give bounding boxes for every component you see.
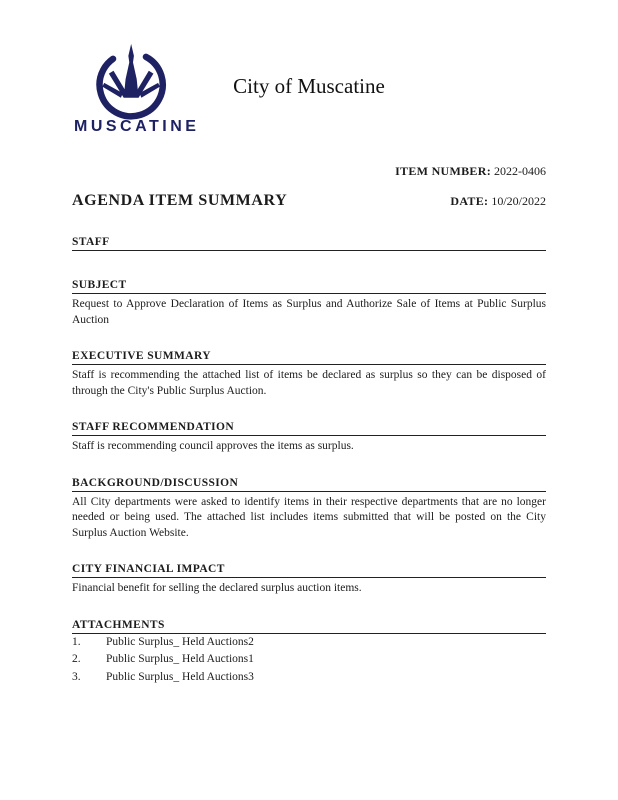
attachment-item: [72, 634, 546, 652]
section-staff: [72, 236, 546, 257]
attachment-title: Public Surplus_ Held Auctions2: [106, 635, 254, 648]
item-number-row: [72, 164, 546, 179]
section-attachments: [72, 619, 546, 687]
city-title: City of Muscatine: [233, 74, 385, 98]
section-heading: EXECUTIVE SUMMARY: [72, 350, 546, 365]
attachment-number: 2.: [72, 653, 81, 666]
attachment-number: 3.: [72, 671, 81, 684]
attachment-title: Public Surplus_ Held Auctions3: [106, 671, 254, 684]
section-body: Request to Approve Declaration of Items as Surplus and Authorize Sale of Items at Public Surplus Auction: [72, 298, 546, 326]
attachment-title: Public Surplus_ Held Auctions1: [106, 653, 254, 666]
item-number-label: ITEM NUMBER:: [395, 164, 491, 178]
date-label: DATE:: [450, 194, 489, 208]
section-heading: SUBJECT: [72, 279, 546, 294]
section-subject: [72, 279, 546, 328]
section-executive-summary: [72, 350, 546, 399]
section-heading: BACKGROUND/DISCUSSION: [72, 477, 546, 492]
title-row: [72, 192, 546, 210]
attachment-number: 1.: [72, 635, 81, 648]
page-title: AGENDA ITEM SUMMARY: [72, 192, 288, 209]
section-heading: ATTACHMENTS: [72, 619, 546, 634]
section-background-discussion: [72, 477, 546, 542]
section-body: Staff is recommending council approves the items as surplus.: [72, 440, 354, 453]
section-heading: CITY FINANCIAL IMPACT: [72, 563, 546, 578]
section-body: Staff is recommending the attached list of items be declared as surplus so they can be disposed of through the City's Public Surplus Auction.: [72, 369, 546, 397]
section-staff-recommendation: [72, 421, 546, 455]
item-number-value: 2022-0406: [494, 164, 546, 178]
document-content: [72, 40, 546, 687]
attachment-item: [72, 669, 546, 687]
date-row: [450, 192, 546, 209]
section-city-financial-impact: [72, 563, 546, 597]
logo-wordmark: MUSCATINE: [74, 118, 200, 135]
date-value: 10/20/2022: [491, 194, 546, 208]
section-heading: STAFF RECOMMENDATION: [72, 421, 546, 436]
section-body: Financial benefit for selling the declared surplus auction items.: [72, 582, 362, 595]
attachment-item: [72, 651, 546, 669]
section-body: All City departments were asked to identify items in their respective departments that are no longer needed or being used. The attached list includes items submitted that will be posted on the City Surplus Auction Website.: [72, 495, 546, 539]
section-body: [72, 251, 546, 257]
section-heading: STAFF: [72, 236, 546, 251]
document-header: [72, 40, 546, 162]
